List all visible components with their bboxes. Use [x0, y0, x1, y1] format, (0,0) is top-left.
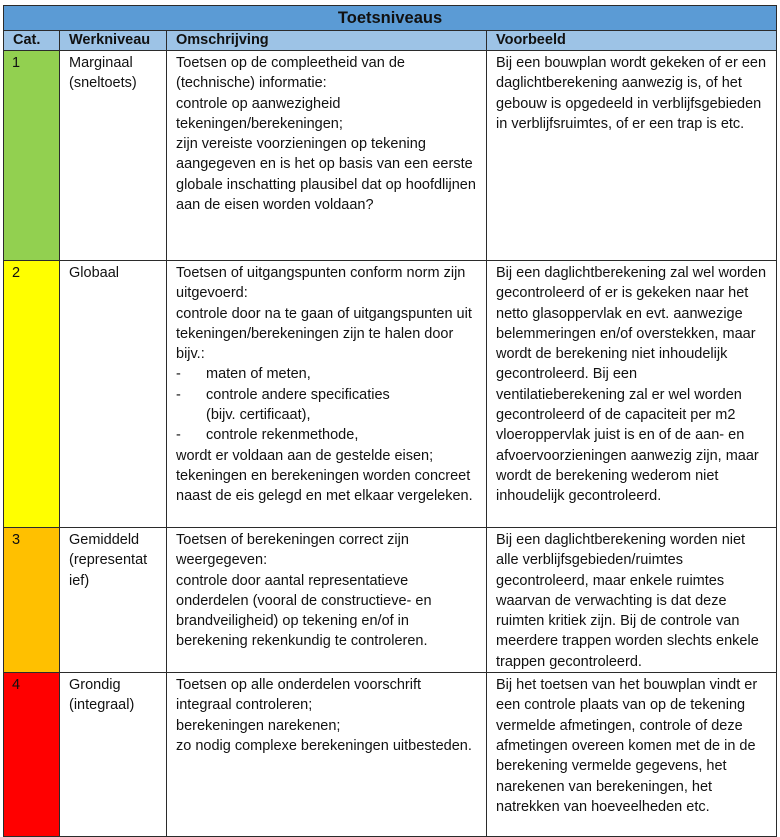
werkniveau-cell-2: Globaal — [60, 261, 167, 528]
bullet-item — [176, 364, 480, 384]
header-werkniveau: Werkniveau — [60, 31, 167, 51]
bullet-text: controle rekenmethode, — [206, 427, 359, 444]
omschrijving-line: controle op aanwezigheid tekeningen/berekeningen; — [176, 95, 343, 132]
bullet-item — [176, 425, 480, 445]
omschrijving-cell-4 — [167, 673, 487, 837]
omschrijving-cell-1 — [167, 51, 487, 261]
toetsniveaus-table — [3, 5, 777, 837]
voorbeeld-cell-2: Bij een daglichtberekening zal wel worden gecontroleerd of er is gekeken naar het netto glasoppervlak en evt. aanwezige belemmeringen en/of overstekken, maar wordt de berekening niet inhoudelijk gecontroleerd. Bij een ventilatieberekening zal er wel worden gecontroleerd of de capaciteit per m2 vloeroppervlak juist is en of de aan- en afvoervoorzieningen aanwezig zijn, maar wordt de berekening wederom niet inhoudelijk gecontroleerd. — [487, 261, 777, 528]
cat-cell-1: 1 — [4, 51, 60, 261]
bullet-text: maten of meten, — [206, 366, 311, 383]
omschrijving-line: controle door na te gaan of uitgangspunten uit tekeningen/berekeningen zijn te halen door bijv.: — [176, 305, 472, 363]
werkniveau-cell-3: Gemiddeld (representat ief) — [60, 528, 167, 673]
title-row — [4, 6, 777, 31]
header-voorbeeld: Voorbeeld — [487, 31, 777, 51]
omschrijving-line: berekeningen narekenen; — [176, 717, 341, 734]
table-row-cat-4 — [4, 673, 777, 837]
table-row-cat-3 — [4, 528, 777, 673]
dash-mark: - — [176, 386, 181, 403]
bullet-continuation: (bijv. certificaat), — [206, 407, 311, 424]
cat-cell-2: 2 — [4, 261, 60, 528]
header-row — [4, 31, 777, 51]
cat-cell-3: 3 — [4, 528, 60, 673]
omschrijving-line: zo nodig complexe berekeningen uitbesteden. — [176, 737, 472, 754]
omschrijving-cell-2 — [167, 261, 487, 528]
table-row-cat-1 — [4, 51, 777, 261]
omschrijving-line: controle door aantal representatieve onderdelen (vooral de constructieve- en brandveiligheid) op tekening en/of in berekening rekenkundig te controleren. — [176, 572, 432, 650]
werkniveau-cell-1: Marginaal (sneltoets) — [60, 51, 167, 261]
werkniveau-cell-4: Grondig (integraal) — [60, 673, 167, 837]
omschrijving-line: Toetsen op alle onderdelen voorschrift integraal controleren; — [176, 677, 422, 714]
cat-cell-4: 4 — [4, 673, 60, 837]
dash-mark: - — [176, 366, 181, 383]
header-omschrijving: Omschrijving — [167, 31, 487, 51]
bullet-text: controle andere specificaties — [206, 386, 390, 403]
voorbeeld-cell-3: Bij een daglichtberekening worden niet alle verblijfsgebieden/ruimtes gecontroleerd, maar enkele ruimtes waarvan de verwachting is dat deze ruimten kritiek zijn. Bij de controle van meerdere trappen worden slechts enkele trappen gecontroleerd. — [487, 528, 777, 673]
voorbeeld-cell-4: Bij het toetsen van het bouwplan vindt er een controle plaats van op de tekening vermelde afmetingen, controle of deze afmetingen overeen komen met de in de berekening vermelde gegevens, het narekenen van berekeningen, het natrekken van hoeveelheden etc. — [487, 673, 777, 837]
table-row-cat-2 — [4, 261, 777, 528]
voorbeeld-cell-1: Bij een bouwplan wordt gekeken of er een daglichtberekening aanwezig is, of het gebouw is opgedeeld in verblijfsgebieden in verblijfsruimtes, of er een trap is etc. — [487, 51, 777, 261]
omschrijving-cell-3 — [167, 528, 487, 673]
table-title: Toetsniveaus — [4, 6, 777, 31]
omschrijving-line: Toetsen of uitgangspunten conform norm zijn uitgevoerd: — [176, 265, 466, 302]
omschrijving-line: wordt er voldaan aan de gestelde eisen; — [176, 447, 434, 464]
omschrijving-line: tekeningen en berekeningen worden concreet naast de eis gelegd en met elkaar vergeleken. — [176, 467, 473, 505]
omschrijving-line: Toetsen of berekeningen correct zijn weergegeven: — [176, 532, 409, 569]
header-cat: Cat. — [4, 31, 60, 51]
omschrijving-line: Toetsen op de compleetheid van de (technische) informatie: — [176, 55, 405, 92]
omschrijving-line: zijn vereiste voorzieningen op tekening aangegeven en is het op basis van een eerste globale inschatting plausibel dat op hoofdlijnen aan de eisen worden voldaan? — [176, 136, 476, 214]
dash-mark: - — [176, 427, 181, 444]
bullet-item — [176, 385, 480, 405]
